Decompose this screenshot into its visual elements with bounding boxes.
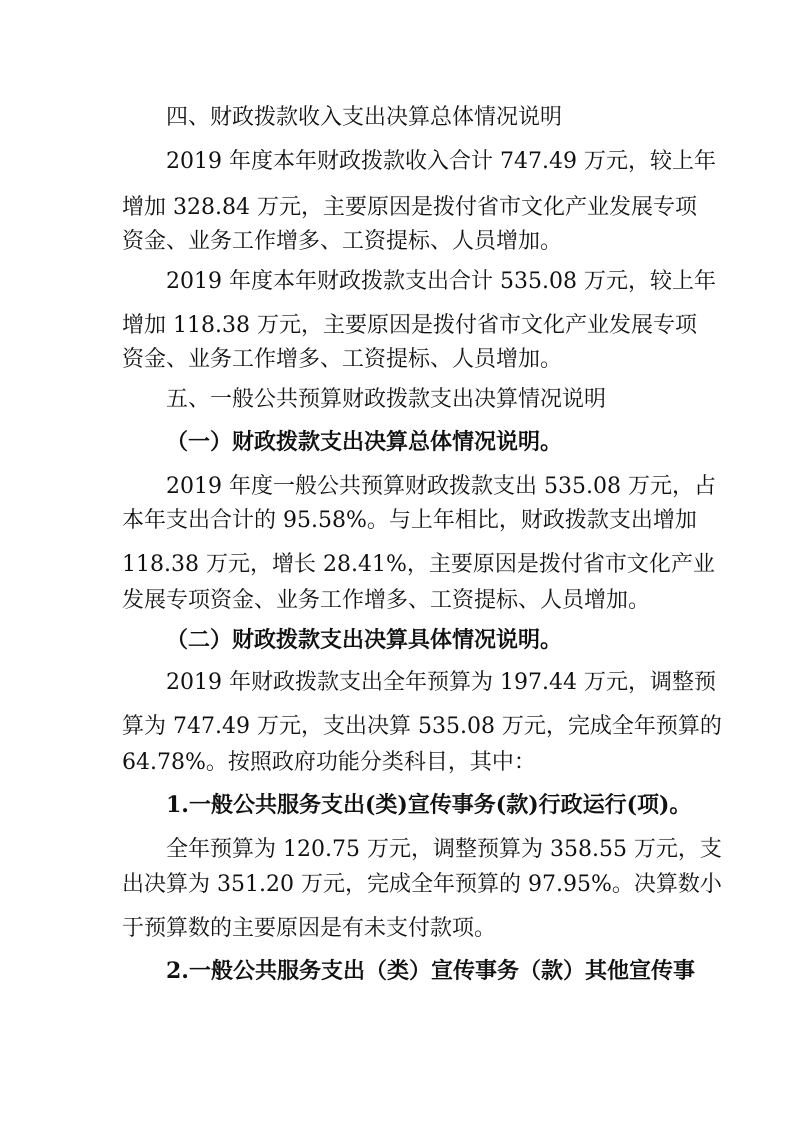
paragraph-line: 增加 118.38 万元，主要原因是拨付省市文化产业发展专项 (122, 313, 697, 338)
paragraph-line: 资金、业务工作增多、工资提标、人员增加。 (122, 347, 563, 372)
subsection-heading-1: （一）财政拨款支出决算总体情况说明。 (166, 429, 563, 455)
paragraph-line: 2019 年度本年财政拨款支出合计 535.08 万元，较上年 (166, 269, 716, 294)
paragraph-line: 算为 747.49 万元，支出决算 535.08 万元，完成全年预算的 (122, 714, 722, 739)
paragraph-line: 118.38 万元，增长 28.41%，主要原因是拨付省市文化产业 (122, 552, 715, 577)
paragraph-line: 2019 年财政拨款支出全年预算为 197.44 万元，调整预 (166, 670, 716, 695)
paragraph-line: 出决算为 351.20 万元，完成全年预算的 97.95%。决算数小 (122, 872, 722, 897)
item-heading-2: 2.一般公共服务支出（类）宣传事务（款）其他宣传事 (166, 958, 695, 984)
paragraph-line: 2019 年度本年财政拨款收入合计 747.49 万元，较上年 (166, 149, 716, 174)
paragraph-line: 资金、业务工作增多、工资提标、人员增加。 (122, 229, 563, 254)
paragraph-line: 发展专项资金、业务工作增多、工资提标、人员增加。 (122, 588, 651, 613)
paragraph-line: 于预算数的主要原因是有未支付款项。 (122, 916, 497, 941)
section-heading-4: 四、财政拨款收入支出决算总体情况说明 (166, 105, 563, 130)
subsection-heading-2: （二）财政拨款支出决算具体情况说明。 (166, 627, 563, 653)
paragraph-line: 2019 年度一般公共预算财政拨款支出 535.08 万元，占 (166, 474, 716, 499)
item-heading-1: 1.一般公共服务支出(类)宣传事务(款)行政运行(项)。 (166, 792, 692, 818)
paragraph-line: 64.78%。按照政府功能分类科目，其中： (122, 750, 536, 775)
paragraph-line: 全年预算为 120.75 万元，调整预算为 358.55 万元，支 (166, 837, 722, 862)
section-heading-5: 五、一般公共预算财政拨款支出决算情况说明 (166, 387, 607, 412)
paragraph-line: 本年支出合计的 95.58%。与上年相比，财政拨款支出增加 (122, 508, 697, 533)
paragraph-line: 增加 328.84 万元，主要原因是拨付省市文化产业发展专项 (122, 195, 697, 220)
